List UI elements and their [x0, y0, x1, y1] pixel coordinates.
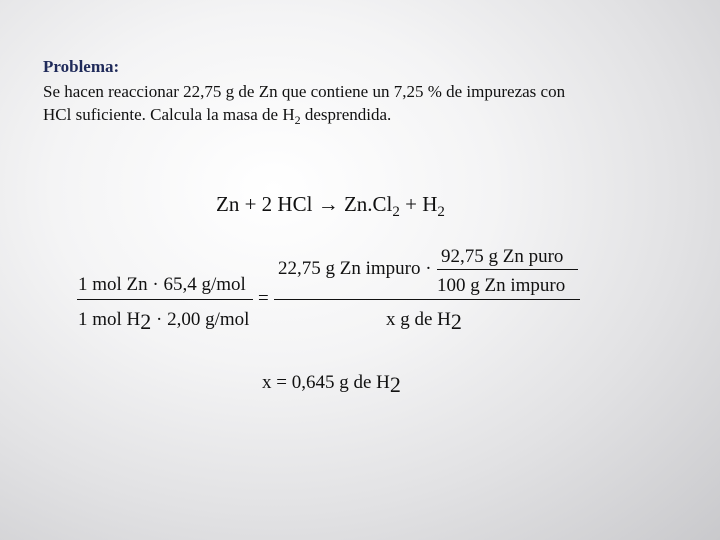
inner-numerator: 92,75 g Zn puro	[441, 246, 564, 267]
reaction-hydrogen-subscript: 2	[437, 204, 445, 220]
result-text: x = 0,645 g de H	[262, 372, 390, 393]
right-denominator-subscript: 2	[450, 309, 462, 334]
problem-heading: Problema:	[43, 57, 120, 76]
result	[262, 368, 401, 397]
inner-denominator: 100 g Zn impuro	[437, 275, 566, 296]
statement-h2-subscript: 2	[294, 113, 301, 127]
left-fraction-bar	[77, 299, 253, 300]
statement-line-1: Se hacen reaccionar 22,75 g de Zn que contiene un 7,25 % de impurezas con	[43, 82, 566, 101]
reaction-hydrogen: + H	[399, 192, 438, 216]
chemical-reaction	[216, 192, 445, 220]
result-subscript: 2	[389, 372, 401, 397]
reaction-reactants: Zn + 2 HCl	[216, 192, 318, 216]
right-fraction-bar	[274, 299, 580, 300]
equals-sign: =	[258, 288, 269, 309]
left-denominator-subscript: 2	[140, 309, 152, 334]
right-denominator-text: x g de H	[386, 309, 451, 330]
reaction-arrow-icon: →	[317, 192, 339, 216]
statement-line-2-text: HCl suficiente. Calcula la masa de H	[43, 105, 295, 124]
statement-line-2	[43, 103, 683, 126]
left-denominator-rest: · 2,00 g/mol	[151, 309, 250, 330]
left-denominator-text: 1 mol H	[78, 309, 141, 330]
problem-statement	[43, 80, 683, 126]
inner-fraction-bar	[437, 269, 578, 270]
reaction-product-subscript: 2	[392, 204, 400, 220]
statement-line-2-end: desprendida.	[300, 105, 392, 124]
left-denominator	[78, 305, 250, 334]
right-denominator	[386, 305, 462, 334]
reaction-product: Zn.Cl	[338, 192, 393, 216]
right-numerator-mass: 22,75 g Zn impuro ·	[278, 258, 432, 279]
left-numerator: 1 mol Zn · 65,4 g/mol	[78, 274, 246, 295]
